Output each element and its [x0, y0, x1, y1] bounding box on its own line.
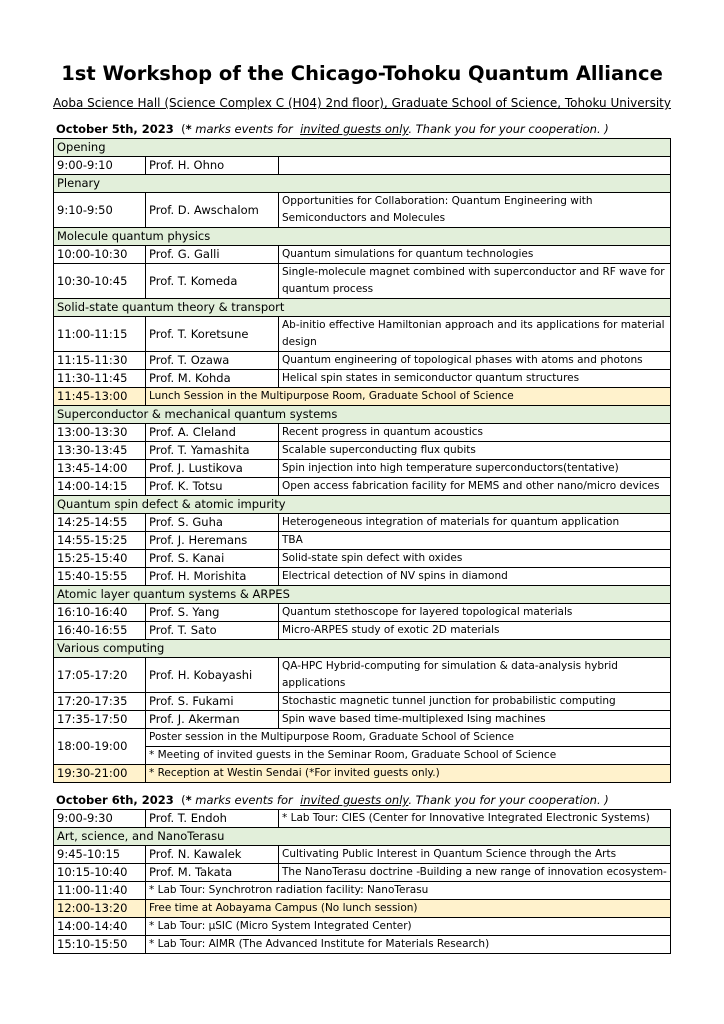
time-cell: 10:30-10:45	[54, 264, 146, 299]
speaker-cell: Prof. T. Koretsune	[146, 317, 279, 352]
talk-title-cell	[279, 157, 671, 175]
section-label: Solid-state quantum theory & transport	[54, 299, 671, 317]
section-row	[54, 175, 671, 193]
talk-title-cell: The NanoTerasu doctrine -Building a new range of innovation ecosystem-	[279, 864, 671, 882]
talk-row	[54, 157, 671, 175]
talk-row	[54, 424, 671, 442]
talk-title-cell: Electrical detection of NV spins in diamond	[279, 568, 671, 586]
day2-note-star: *	[185, 793, 192, 807]
event-label-cell: Poster session in the Multipurpose Room, Graduate School of Science	[146, 729, 671, 747]
talk-row	[54, 693, 671, 711]
talk-title-cell: Ab-initio effective Hamiltonian approach and its applications for material design	[279, 317, 671, 352]
day1-note-star: *	[185, 122, 192, 136]
time-cell: 9:10-9:50	[54, 193, 146, 228]
time-cell: 11:00-11:40	[54, 882, 146, 900]
day1-note-end: . Thank you for your cooperation. )	[408, 122, 609, 136]
time-cell: 13:00-13:30	[54, 424, 146, 442]
speaker-cell: Prof. S. Kanai	[146, 550, 279, 568]
time-cell: 11:00-11:15	[54, 317, 146, 352]
talk-title-cell: Open access fabrication facility for MEMS and other nano/micro devices	[279, 478, 671, 496]
time-cell: 14:00-14:40	[54, 918, 146, 936]
section-row	[54, 586, 671, 604]
talk-row	[54, 352, 671, 370]
time-cell: 11:45-13:00	[54, 388, 146, 406]
talk-title-cell: Quantum stethoscope for layered topological materials	[279, 604, 671, 622]
talk-title-cell: Helical spin states in semiconductor quantum structures	[279, 370, 671, 388]
talk-row	[54, 810, 671, 828]
speaker-cell: Prof. M. Kohda	[146, 370, 279, 388]
talk-row	[54, 370, 671, 388]
speaker-cell: Prof. K. Totsu	[146, 478, 279, 496]
time-cell: 17:35-17:50	[54, 711, 146, 729]
time-cell: 12:00-13:20	[54, 900, 146, 918]
time-cell: 13:45-14:00	[54, 460, 146, 478]
event-row	[54, 729, 671, 747]
section-label: Plenary	[54, 175, 671, 193]
talk-title-cell: Heterogeneous integration of materials for quantum application	[279, 514, 671, 532]
speaker-cell: Prof. H. Morishita	[146, 568, 279, 586]
talk-row	[54, 622, 671, 640]
time-cell: 9:00-9:30	[54, 810, 146, 828]
talk-row	[54, 550, 671, 568]
event-label-cell: * Meeting of invited guests in the Seminar Room, Graduate School of Science	[146, 747, 671, 765]
talk-title-cell: Micro-ARPES study of exotic 2D materials	[279, 622, 671, 640]
speaker-cell: Prof. J. Akerman	[146, 711, 279, 729]
speaker-cell: Prof. D. Awschalom	[146, 193, 279, 228]
section-row	[54, 228, 671, 246]
event-row	[54, 900, 671, 918]
time-cell: 18:00-19:00	[54, 729, 146, 765]
time-cell: 14:00-14:15	[54, 478, 146, 496]
time-cell: 17:05-17:20	[54, 658, 146, 693]
page-title: 1st Workshop of the Chicago-Tohoku Quantum Alliance	[61, 62, 663, 85]
event-label-cell: * Lab Tour: AIMR (The Advanced Institute for Materials Research)	[146, 936, 671, 954]
talk-title-cell: QA-HPC Hybrid-computing for simulation & data-analysis hybrid applications	[279, 658, 671, 693]
talk-row	[54, 532, 671, 550]
event-label-cell: Free time at Aobayama Campus (No lunch session)	[146, 900, 671, 918]
talk-title-cell: TBA	[279, 532, 671, 550]
speaker-cell: Prof. S. Yang	[146, 604, 279, 622]
talk-title-cell: Spin wave based time-multiplexed Ising machines	[279, 711, 671, 729]
talk-title-cell: Quantum engineering of topological phases with atoms and photons	[279, 352, 671, 370]
talk-title-cell: Opportunities for Collaboration: Quantum Engineering with Semiconductors and Molecules	[279, 193, 671, 228]
talk-row	[54, 317, 671, 352]
speaker-cell: Prof. M. Takata	[146, 864, 279, 882]
event-row	[54, 936, 671, 954]
day1-heading	[56, 122, 609, 136]
day2-note-open: (	[181, 793, 186, 807]
speaker-cell: Prof. T. Ozawa	[146, 352, 279, 370]
speaker-cell: Prof. G. Galli	[146, 246, 279, 264]
talk-row	[54, 442, 671, 460]
talk-title-cell: Stochastic magnetic tunnel junction for probabilistic computing	[279, 693, 671, 711]
section-label: Superconductor & mechanical quantum systems	[54, 406, 671, 424]
section-row	[54, 640, 671, 658]
event-label-cell: * Lab Tour: Synchrotron radiation facility: NanoTerasu	[146, 882, 671, 900]
day1-date: October 5th, 2023	[56, 122, 174, 136]
talk-row	[54, 193, 671, 228]
day1-note-text: marks events for	[195, 122, 293, 136]
talk-title-cell: Spin injection into high temperature superconductors(tentative)	[279, 460, 671, 478]
talk-title-cell: * Lab Tour: CIES (Center for Innovative Integrated Electronic Systems)	[279, 810, 671, 828]
day1-schedule-table	[53, 138, 671, 783]
time-cell: 13:30-13:45	[54, 442, 146, 460]
event-label-cell: Lunch Session in the Multipurpose Room, Graduate School of Science	[146, 388, 671, 406]
speaker-cell: Prof. T. Sato	[146, 622, 279, 640]
day1-note-open: (	[181, 122, 186, 136]
day1-note-underlined: invited guests only	[300, 122, 409, 136]
day2-heading	[56, 793, 609, 807]
time-cell: 11:30-11:45	[54, 370, 146, 388]
speaker-cell: Prof. H. Kobayashi	[146, 658, 279, 693]
talk-row	[54, 246, 671, 264]
time-cell: 14:55-15:25	[54, 532, 146, 550]
section-label: Molecule quantum physics	[54, 228, 671, 246]
speaker-cell: Prof. S. Fukami	[146, 693, 279, 711]
talk-title-cell: Cultivating Public Interest in Quantum Science through the Arts	[279, 846, 671, 864]
event-row	[54, 747, 671, 765]
talk-row	[54, 604, 671, 622]
talk-row	[54, 846, 671, 864]
speaker-cell: Prof. S. Guha	[146, 514, 279, 532]
talk-row	[54, 264, 671, 299]
speaker-cell: Prof. N. Kawalek	[146, 846, 279, 864]
talk-title-cell: Solid-state spin defect with oxides	[279, 550, 671, 568]
section-row	[54, 299, 671, 317]
day2-date: October 6th, 2023	[56, 793, 174, 807]
time-cell: 15:10-15:50	[54, 936, 146, 954]
section-row	[54, 828, 671, 846]
section-row	[54, 496, 671, 514]
speaker-cell: Prof. T. Endoh	[146, 810, 279, 828]
time-cell: 17:20-17:35	[54, 693, 146, 711]
talk-title-cell: Scalable superconducting flux qubits	[279, 442, 671, 460]
event-label-cell: * Lab Tour: μSIC (Micro System Integrated Center)	[146, 918, 671, 936]
venue-line: Aoba Science Hall (Science Complex C (H04) 2nd floor), Graduate School of Science, Tohoku University	[53, 96, 671, 110]
day2-note-underlined: invited guests only	[300, 793, 409, 807]
talk-title-cell: Recent progress in quantum acoustics	[279, 424, 671, 442]
day2-note-text: marks events for	[195, 793, 293, 807]
day2-note-end: . Thank you for your cooperation. )	[408, 793, 609, 807]
time-cell: 10:00-10:30	[54, 246, 146, 264]
talk-title-cell: Quantum simulations for quantum technologies	[279, 246, 671, 264]
time-cell: 16:40-16:55	[54, 622, 146, 640]
time-cell: 9:45-10:15	[54, 846, 146, 864]
talk-row	[54, 478, 671, 496]
section-label: Atomic layer quantum systems & ARPES	[54, 586, 671, 604]
talk-row	[54, 658, 671, 693]
speaker-cell: Prof. H. Ohno	[146, 157, 279, 175]
speaker-cell: Prof. J. Lustikova	[146, 460, 279, 478]
talk-row	[54, 711, 671, 729]
time-cell: 15:40-15:55	[54, 568, 146, 586]
speaker-cell: Prof. T. Yamashita	[146, 442, 279, 460]
time-cell: 19:30-21:00	[54, 765, 146, 783]
talk-row	[54, 568, 671, 586]
event-row	[54, 388, 671, 406]
talk-row	[54, 864, 671, 882]
section-label: Quantum spin defect & atomic impurity	[54, 496, 671, 514]
event-row	[54, 918, 671, 936]
event-row	[54, 882, 671, 900]
speaker-cell: Prof. T. Komeda	[146, 264, 279, 299]
speaker-cell: Prof. A. Cleland	[146, 424, 279, 442]
talk-row	[54, 514, 671, 532]
event-label-cell: * Reception at Westin Sendai (*For invited guests only.)	[146, 765, 671, 783]
section-row	[54, 406, 671, 424]
section-row	[54, 139, 671, 157]
time-cell: 9:00-9:10	[54, 157, 146, 175]
time-cell: 10:15-10:40	[54, 864, 146, 882]
time-cell: 14:25-14:55	[54, 514, 146, 532]
event-row	[54, 765, 671, 783]
section-label: Various computing	[54, 640, 671, 658]
time-cell: 15:25-15:40	[54, 550, 146, 568]
talk-row	[54, 460, 671, 478]
time-cell: 16:10-16:40	[54, 604, 146, 622]
speaker-cell: Prof. J. Heremans	[146, 532, 279, 550]
section-label: Art, science, and NanoTerasu	[54, 828, 671, 846]
talk-title-cell: Single-molecule magnet combined with superconductor and RF wave for quantum process	[279, 264, 671, 299]
time-cell: 11:15-11:30	[54, 352, 146, 370]
day2-schedule-table	[53, 809, 671, 954]
section-label: Opening	[54, 139, 671, 157]
